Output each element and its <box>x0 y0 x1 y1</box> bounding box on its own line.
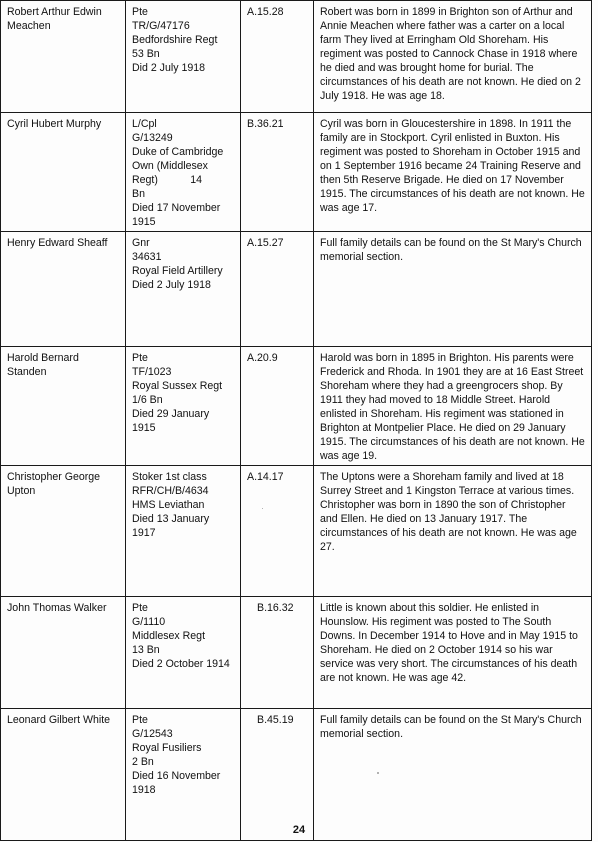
service-detail-line: RFR/CH/B/4634 <box>132 485 209 497</box>
service-detail-line: Duke of Cambridge <box>132 146 224 158</box>
memorial-row <box>1 347 592 466</box>
service-detail-line: Pte <box>132 6 148 18</box>
service-detail-line: 1/6 Bn <box>132 394 163 406</box>
biography <box>314 347 592 466</box>
service-detail-line: TR/G/47176 <box>132 20 190 32</box>
service-detail-line: Died 13 January <box>132 513 210 525</box>
memorial-row <box>1 1 592 113</box>
biography-text: Full family details can be found on the St Mary's Church memorial section. <box>320 714 582 740</box>
memorial-row <box>1 232 592 347</box>
biography <box>314 709 592 841</box>
scan-speck <box>262 508 263 509</box>
service-details <box>126 232 241 347</box>
service-details <box>126 709 241 841</box>
biography <box>314 466 592 597</box>
biography <box>314 597 592 709</box>
grave-reference: B.36.21 <box>241 113 314 232</box>
service-detail-line: Royal Field Artillery <box>132 265 223 277</box>
service-details <box>126 466 241 597</box>
memorial-row <box>1 709 592 841</box>
service-detail-line: Regt) 14 <box>132 174 203 186</box>
grave-reference: B.45.19 <box>241 709 314 841</box>
service-detail-line: Died 2 July 1918 <box>132 279 211 291</box>
service-detail-line: 53 Bn <box>132 48 160 60</box>
soldier-name: Henry Edward Sheaff <box>1 232 126 347</box>
biography <box>314 1 592 113</box>
grave-reference: A.20.9 <box>241 347 314 466</box>
scan-speck <box>377 772 379 774</box>
service-detail-line: 2 Bn <box>132 756 154 768</box>
service-detail-line: Pte <box>132 352 148 364</box>
service-detail-line: Stoker 1st class <box>132 471 207 483</box>
soldier-name: Harold Bernard Standen <box>1 347 126 466</box>
biography-text: Cyril was born in Gloucestershire in 1898. In 1911 the family are in Stockport. Cyril enlisted in Buxton. His regiment was posted to Shoreham in October 1915 and on 1 September 1916 became 24 Training Reserve and then 5th Reserve Brigade. He died on 17 November 1915. The circumstances of his death are not known. He was age 17. <box>320 118 585 214</box>
service-detail-line: G/12543 <box>132 728 173 740</box>
biography-text: Harold was born in 1895 in Brighton. His parents were Frederick and Rhoda. In 1901 they are at 16 East Street Shoreham where they had a greengrocers shop. By 1911 they had moved to 18 Middle Street. Harold enlisted in Shoreham. His regiment was stationed in Brighton at Montpelier Place. He died on 29 January 1915. The circumstances of his death are not known. He was age 19. <box>320 352 585 462</box>
biography <box>314 232 592 347</box>
soldier-name: Cyril Hubert Murphy <box>1 113 126 232</box>
service-detail-line: G/1110 <box>132 616 166 628</box>
memorial-row <box>1 597 592 709</box>
service-detail-line: Died 16 November <box>132 770 221 782</box>
service-detail-line: Own (Middlesex <box>132 160 208 172</box>
service-detail-line: Bedfordshire Regt <box>132 34 218 46</box>
service-detail-line: Did 2 July 1918 <box>132 62 206 74</box>
biography-text: Little is known about this soldier. He enlisted in Hounslow. His regiment was posted to The South Downs. In December 1914 to Hove and in May 1915 to Shoreham. He died on 2 October 1914 so his war service was very short. The circumstances of his death are not known. He was age 42. <box>320 602 578 684</box>
soldier-name: Robert Arthur Edwin Meachen <box>1 1 126 113</box>
service-detail-line: Died 2 October 1914 <box>132 658 230 670</box>
service-details <box>126 597 241 709</box>
service-detail-line: 34631 <box>132 251 162 263</box>
soldier-name: John Thomas Walker <box>1 597 126 709</box>
memorial-row <box>1 466 592 597</box>
service-detail-line: Died 29 January <box>132 408 210 420</box>
service-detail-line: HMS Leviathan <box>132 499 205 511</box>
service-details <box>126 1 241 113</box>
service-detail-line: Royal Sussex Regt <box>132 380 223 392</box>
service-details <box>126 347 241 466</box>
soldier-name: Leonard Gilbert White <box>1 709 126 841</box>
service-detail-line: Pte <box>132 714 148 726</box>
service-detail-line: L/Cpl <box>132 118 157 130</box>
biography-text: Full family details can be found on the St Mary's Church memorial section. <box>320 237 582 263</box>
grave-reference: B.16.32 <box>241 597 314 709</box>
service-detail-line: 1917 <box>132 527 156 539</box>
biography-text: Robert was born in 1899 in Brighton son of Arthur and Annie Meachen where father was a carter on a local farm They lived at Erringham Old Shoreham. His regiment was posted to Cannock Chase in 1918 where he died and was brought home for burial. The circumstances of his death are not known. He died on 2 July 1918. He was age 18. <box>320 6 581 102</box>
service-detail-line: 1915 <box>132 422 156 434</box>
service-detail-line: Bn <box>132 188 145 200</box>
service-detail-line: TF/1023 <box>132 366 172 378</box>
grave-reference: A.15.28 <box>241 1 314 113</box>
service-detail-line: G/13249 <box>132 132 173 144</box>
service-details <box>126 113 241 232</box>
service-detail-line: Royal Fusiliers <box>132 742 202 754</box>
service-detail-line: Gnr <box>132 237 150 249</box>
biography <box>314 113 592 232</box>
service-detail-line: 1915 <box>132 216 156 228</box>
biography-text: The Uptons were a Shoreham family and lived at 18 Surrey Street and 1 Kingston Terrace at various times. Christopher was born in 1890 the son of Christopher and Ellen. He died on 13 January 1917. The circumstances of his death are not known. He was age 27. <box>320 471 577 553</box>
memorial-row <box>1 113 592 232</box>
memorial-table-body <box>1 1 592 841</box>
service-detail-line: 1918 <box>132 784 156 796</box>
service-detail-line: Middlesex Regt <box>132 630 206 642</box>
page-number: 24 <box>292 824 306 836</box>
service-detail-line: 13 Bn <box>132 644 160 656</box>
grave-reference: A.15.27 <box>241 232 314 347</box>
grave-reference: A.14.17 <box>241 466 314 597</box>
soldier-name: Christopher George Upton <box>1 466 126 597</box>
service-detail-line: Died 17 November <box>132 202 221 214</box>
service-detail-line: Pte <box>132 602 148 614</box>
